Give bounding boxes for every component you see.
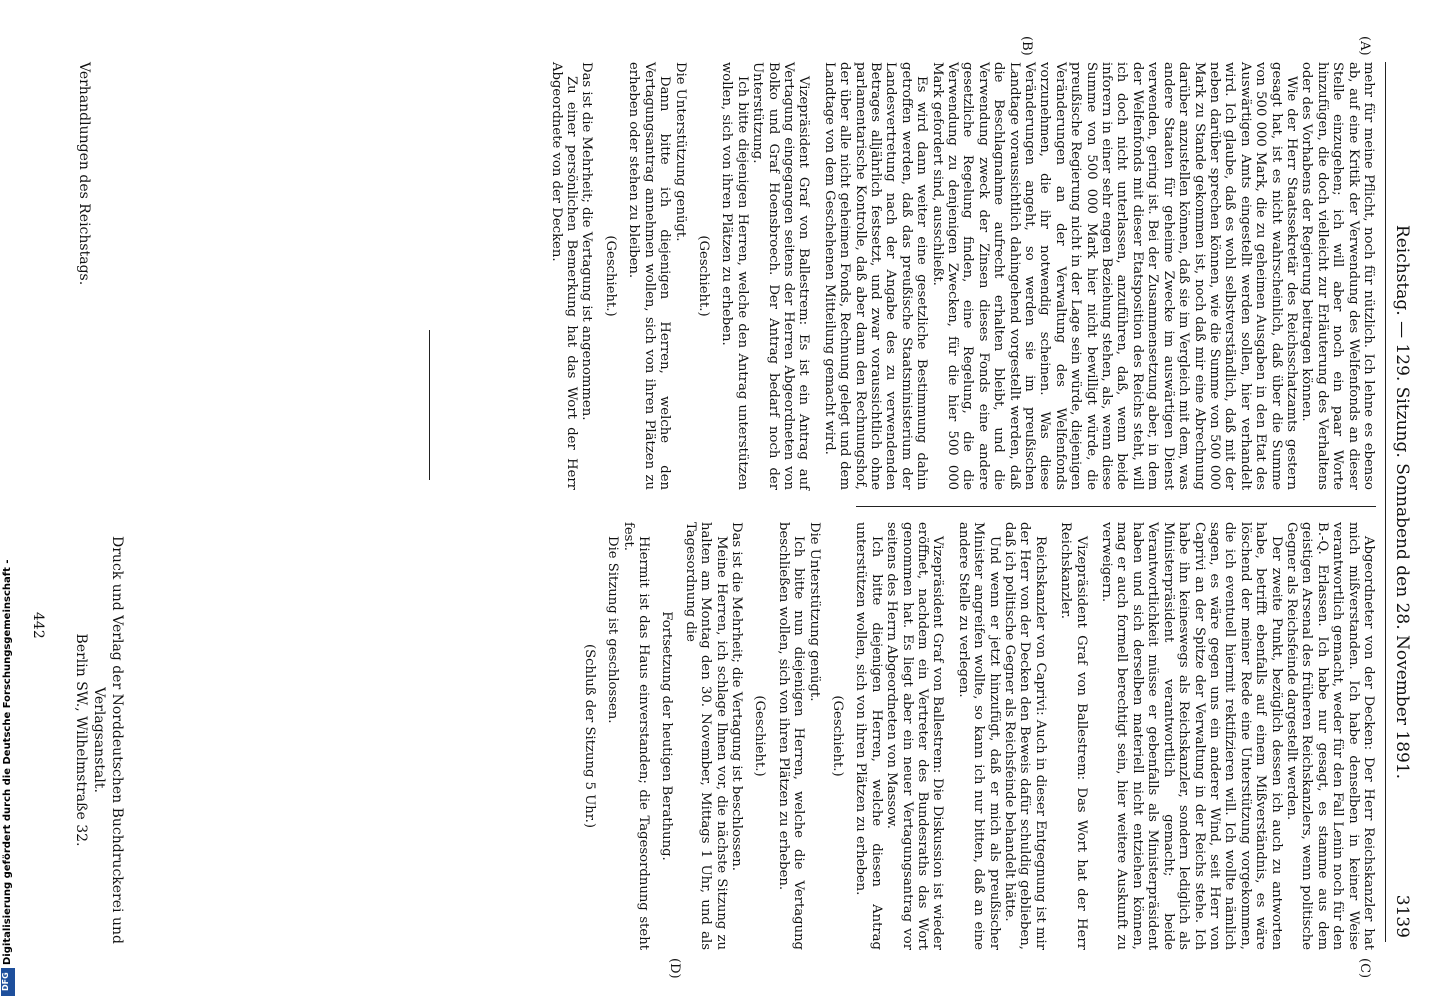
right-column xyxy=(573,522,1376,950)
left-stage-direction: (Geschieht.) xyxy=(695,235,711,317)
printer-line-1: Druck und Verlag der Norddeutschen Buchdruckerei und Verlagsanstalt. xyxy=(91,536,125,944)
section-rule xyxy=(429,330,430,480)
right-stage-direction: (Geschieht.) xyxy=(752,695,768,777)
right-paragraph: Ich bitte diejenigen Herren, welche diesen Antrag unterstützen wollen, sich von ihren Plätzen zu erheben. xyxy=(853,522,884,950)
right-paragraph: Hiermit ist das Haus einverstanden; die Tagesordnung steht fest. xyxy=(620,522,651,950)
column-divider xyxy=(856,506,1376,507)
right-paragraph: Das ist die Mehrheit; die Vertagung ist beschlossen. xyxy=(728,522,744,871)
left-paragraph: Vizepräsident Graf von Ballestrem: Es ist ein Antrag auf Vertagung eingegangen seitens der Herren Abgeordneten von Bolko und Graf Hoensbroech. Der Antrag bedarf noch der Unterstützung. xyxy=(750,62,812,490)
right-paragraph: Der zweite Punkt, bezüglich dessen ich auch zu antworten habe, betrifft ebenfalls auf einem Mißverständnis, es wäre löschend der meiner Rede eine Unterstützung vorgekommen, die ich eventuell hiermit rektifizieren will. Ich wollte nämlich sagen, es wäre gegen uns ein anderer Wind, seit Herr von Caprivi an der Spitze der Verwaltung in der Reichs stehe. Ich habe ihn keineswegs als Reichskanzler, sondern lediglich als Ministerpräsident verantwortlich gemacht; beide Verantwortlichkeit müsse er gebenfalls als Ministerpräsident haben und sich derselben materiell nicht entziehen können, mag er auch formell berechtigt sein, hier weitere Auskunft zu verweigern. xyxy=(1099,522,1284,950)
margin-letter-d: (D) xyxy=(667,958,682,979)
left-column xyxy=(548,62,1376,490)
right-paragraph: Reichskanzler von Caprivi: Auch in dieser Entgegnung ist mir der Herr von der Decken den Beweis dafür schuldig geblieben, daß ich politische Gegner als Reichsfeinde behandelt hätte. xyxy=(1002,522,1048,950)
right-paragraph: Und wenn er jetzt hinzufügt, daß er mich als preußischer Minister angreifen wollte, so kann ich nur bitten, daß an eine andere Stelle zu verlegen. xyxy=(955,522,1002,950)
margin-letter-c: (C) xyxy=(1357,958,1372,979)
digitization-credit: Digitalisierung gefördert durch die Deutsche Forschungsgemeinschaft - xyxy=(2,559,13,965)
footer-publication: Verhandlungen des Reichstags. xyxy=(76,62,92,286)
left-stage-direction: (Geschieht.) xyxy=(602,235,618,317)
left-paragraph: mehr für meine Pflicht, noch für nützlich. Ich lehne es ebenso ab, auf eine Kritik der Verwendung des Welfenfonds an dieser Stelle einzugehen; ich will aber noch ein paar Worte hinzufügen, die doch vielleicht zur Erläuterung des Verhaltens oder des Vorhabens der Regierung beitragen können. xyxy=(1299,62,1376,490)
left-paragraph: Wie der Herr Staatssekretär des Reichsschatzamts gestern gesagt hat, ist es nicht wahrscheinlich, daß über die Summe von 500 000 Mark, die zu geheimen Ausgaben in den Etat des Auswärtigen Amts eingestellt werden sollen, hier verhandelt wird. Ich glaube, daß es wohl selbstverständlich, daß mit der neben darüber sprechen können, wie die Summe von 500 000 Mark zu Stande gekommen ist, noch daß mir eine Abrechnung darüber anzustellen können, daß sie im Vergleich mit dem, was andere Staaten für geheime Zwecke im auswärtigen Dienst verwenden, gering ist. Bei der Zusammensetzung aber, in dem der Welfenfonds mit dieser Etatsposition des Reichs steht, will ich doch nicht unterlassen, anzuführen, daß, wenn beide inforern in einer sehr engen Beziehung stehen, als, wenn diese Summe von 500 000 Mark hier nicht bewilligt würde, die preußische Regierung nicht in der Lage sein würde, diejenigen Veränderungen an der Verwaltung des Welfenfonds vorzunehmen, die ihr notwendig scheinen. Was diese Veränderungen angeht, so werden sie im preußischen Landtage voraussichtlich dahingehend vorgestellt werden, daß die Beschlagnahme aufrecht erhalten bleibt, und die Verwendung zweck der Zinsen dieses Fonds eine andere gesetzliche Regelung finden, eine Regelung, die die Verwendung zu denjenigen Zwecken, für die hier 500 000 Mark gefordert sind, ausschließt. xyxy=(929,62,1299,490)
footer-page-number: 442 xyxy=(30,612,46,639)
header-page-number: 3139 xyxy=(1392,894,1412,938)
right-agenda-item: Fortsetzung der heutigen Berathung. xyxy=(659,611,675,861)
right-closing-note: (Schluß der Sitzung 5 Uhr.) xyxy=(581,643,597,828)
page-header xyxy=(1385,62,1412,942)
left-paragraph: Die Unterstützung genügt. xyxy=(672,62,688,242)
right-paragraph: Die Unterstützung genügt. xyxy=(806,522,822,702)
left-paragraph: Dann bitte ich diejenigen Herren, welche den Vertagungsantrag annehmen wollen, sich von ihren Plätzen zu erheben oder stehen zu bleiben. xyxy=(626,62,673,490)
left-paragraph: Es wird dann weiter eine gesetzliche Bestimmung dahin getroffen werden, daß das preußische Staatsministerium der Landesvertretung nach der Angabe des zu verwendenden Betrages alljährlich festsetzt, und zwar voraussichtlich ohne parlamentarische Kontrolle, daß aber dann den Rechnungshof, der über alle nicht geheimen Fonds, Rechnung gelegt und dem Landtage von dem Geschehenen Mitteilung gemacht wird. xyxy=(821,62,930,490)
left-paragraph: Zu einer persönlichen Bemerkung hat das Wort der Herr Abgeordnete von der Decken. xyxy=(548,62,580,490)
right-paragraph: Ich bitte nun diejenigen Herren, welche die Vertagung beschließen wollen, sich von ihren Plätzen zu erheben. xyxy=(775,522,807,950)
left-paragraph: Ich bitte diejenigen Herren, welche den Antrag unterstützen wollen, sich von ihren Plätzen zu erheben. xyxy=(719,62,750,490)
margin-letter-a: (A) xyxy=(1357,36,1372,56)
right-paragraph: Vizepräsident Graf von Ballestrem: Die Diskussion ist wieder eröffnet, nachdem ein Vertreter des Bundesraths das Wort genommen hat. Es liegt aber ein neuer Vertagungsantrag vor seitens des Herrn Abgeordneten von Massow. xyxy=(884,522,946,950)
right-stage-direction: (Geschieht.) xyxy=(830,695,845,777)
dfg-logo: DFG xyxy=(1,968,15,996)
margin-letter-b: (B) xyxy=(1019,36,1034,56)
footer-printer xyxy=(72,530,126,950)
right-paragraph: Vizepräsident Graf von Ballestrem: Das Wort hat der Herr Reichskanzler. xyxy=(1058,522,1089,950)
left-paragraph: Das ist die Mehrheit; die Vertagung ist angenommen. xyxy=(579,62,595,421)
right-paragraph: Meine Herren, ich schlage Ihnen vor, die nächste Sitzung zu halten am Montag den 30. November, Mittags 1 Uhr, und als Tagesordnung die xyxy=(682,522,729,950)
right-paragraph: Die Sitzung ist geschlossen. xyxy=(605,536,621,724)
header-title: Reichstag. — 129. Sitzung. Sonnabend den 28. November 1891. xyxy=(1392,224,1412,780)
printer-line-2: Berlin SW., Wilhelmstraße 32. xyxy=(73,633,89,847)
right-paragraph: Abgeordneter von der Decken: Der Herr Reichskanzler hat mich mißverstanden. Ich habe denselben in keiner Weise verantwortlich gemacht, weder für den Fall Lenin noch für den B.-Q. Erlassen. Ich habe nur gesagt, es stamme aus dem geistigen Arsenal des früheren Reichskanzlers, wenn politische Gegner als Reichsfeinde dargestellt werden. xyxy=(1283,522,1376,950)
